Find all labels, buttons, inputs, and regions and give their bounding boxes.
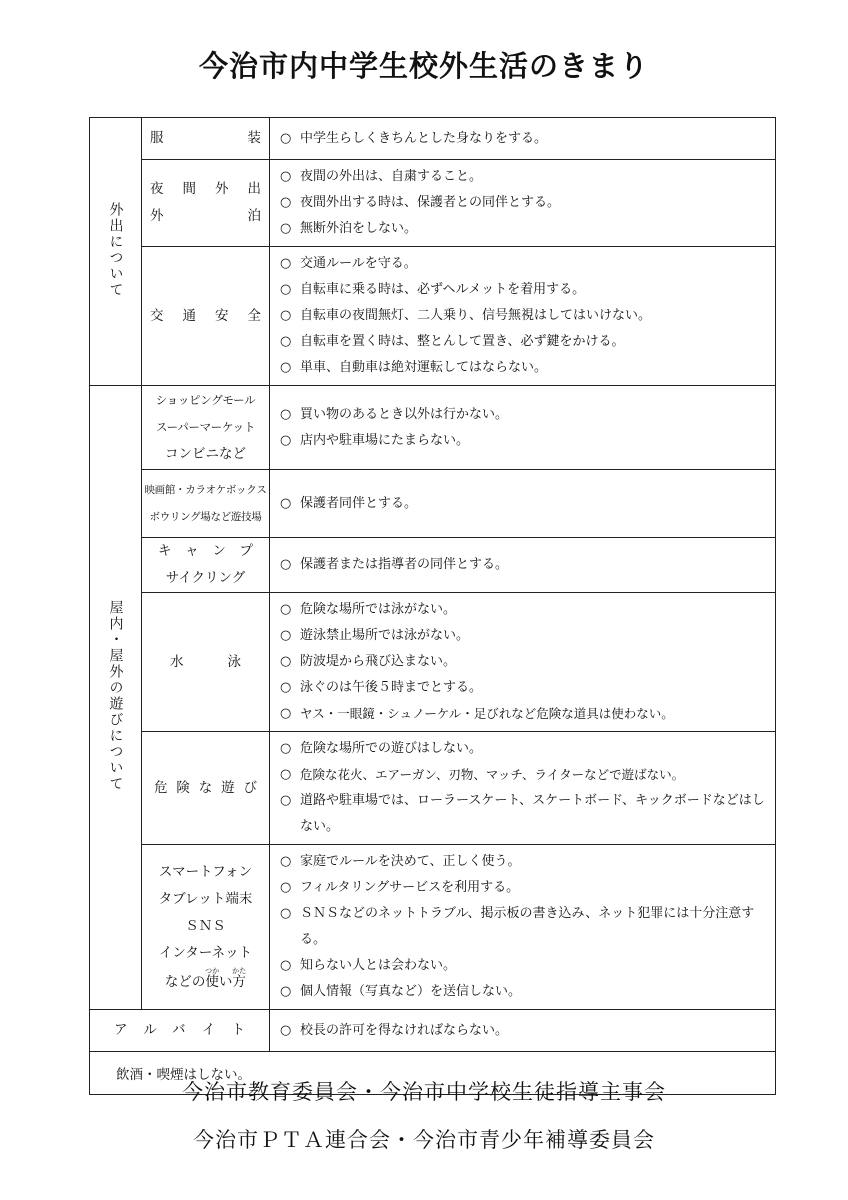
row-items — [270, 732, 776, 845]
list-item: ○ 泳ぐのは午後５時までとする。 — [280, 680, 483, 695]
row-items — [270, 593, 776, 732]
row-items — [270, 160, 776, 247]
list-item: ○ 保護者または指導者の同伴とする。 — [280, 557, 509, 572]
list-item: ○ 個人情報（写真など）を送信しない。 — [280, 984, 522, 999]
list-item: ○ 危険な場所での遊びはしない。 — [280, 741, 483, 756]
section-label: 外出について — [107, 201, 124, 298]
page-title: 今治市内中学生校外生活のきまり — [198, 49, 649, 83]
usage-label: などの使つかい方かた — [164, 966, 247, 990]
row-items — [270, 247, 776, 386]
list-item: ○ 夜間外出する時は、保護者との同伴とする。 — [280, 195, 561, 210]
list-item: ○ 店内や駐車場にたまらない。 — [280, 432, 470, 448]
row-label: 服 装 — [142, 118, 270, 160]
row-items — [270, 845, 776, 1010]
table-row — [90, 160, 776, 247]
list-item: ○ 知らない人とは会わない。 — [280, 958, 457, 973]
row-label: 映画館・カラオケボックス ボウリング場など遊技場 — [142, 470, 270, 538]
row-items — [270, 118, 776, 160]
list-item: ○ 校長の許可を得なければならない。 — [280, 1022, 509, 1038]
table-row — [90, 593, 776, 732]
section-play — [90, 386, 142, 1010]
section-label: 屋内・屋外の遊びについて — [107, 599, 124, 792]
list-item: ○ 防波堤から飛び込まない。 — [280, 654, 457, 669]
table-row — [90, 118, 776, 160]
list-item: ○ フィルタリングサービスを利用する。 — [280, 880, 520, 895]
row-items — [270, 538, 776, 593]
list-item: ○ 単車、自動車は絶対運転してはならない。 — [280, 360, 548, 375]
table-row — [90, 732, 776, 845]
row-items — [270, 1010, 776, 1052]
row-items — [270, 470, 776, 538]
list-item: ○ 自転車の夜間無灯、二人乗り、信号無視はしてはいけない。 — [280, 308, 652, 323]
footer-organizers-1: 今治市教育委員会・今治市中学校生徒指導主事会 — [182, 1080, 666, 1104]
row-label: 交通安全 — [142, 247, 270, 386]
list-item: ○ 無断外泊をしない。 — [280, 221, 418, 236]
table-row — [90, 538, 776, 593]
row-label: 水 泳 — [142, 593, 270, 732]
section-outing — [90, 118, 142, 386]
list-item: ○ 交通ルールを守る。 — [280, 256, 417, 271]
row-items — [270, 386, 776, 470]
row-label: アルバイト — [90, 1010, 270, 1052]
list-item: ○ 道路や駐車場では、ローラースケート、スケートボード、キックボードなどはしない。 — [280, 793, 765, 834]
footer-organizers-2: 今治市ＰＴＡ連合会・今治市青少年補導委員会 — [193, 1128, 655, 1152]
row-label: 危険な遊び — [142, 732, 270, 845]
list-item: ○ ヤス・一眼鏡・シュノーケル・足びれなど危険な道具は使わない。 — [280, 706, 674, 721]
list-item: ○ 自転車を置く時は、整とんして置き、必ず鍵をかける。 — [280, 334, 625, 349]
rules-table — [89, 117, 776, 1095]
list-item: ○ ＳＮＳなどのネットトラブル、掲示板の書き込み、ネット犯罪には十分注意する。 — [280, 906, 755, 947]
table-row — [90, 845, 776, 1010]
list-item: ○ 中学生らしくきちんとした身なりをする。 — [280, 130, 548, 146]
row-label: 夜間外出 外 泊 — [142, 160, 270, 247]
list-item: ○ 危険な場所では泳がない。 — [280, 602, 457, 617]
table-row — [90, 1010, 776, 1052]
list-item: ○ 家庭でルールを決めて、正しく使う。 — [280, 854, 521, 869]
row-label: スマートフォン タブレット端末 ＳＮＳ インターネット などの使つかい方かた — [142, 845, 270, 1010]
list-item: ○ 自転車に乗る時は、必ずヘルメットを着用する。 — [280, 282, 586, 297]
list-item: ○ 遊泳禁止場所では泳がない。 — [280, 628, 470, 643]
row-label: ショッピングモール スーパーマーケット コンビニなど — [142, 386, 270, 470]
list-item: ○ 危険な花火、エアーガン、刃物、マッチ、ライターなどで遊ばない。 — [280, 767, 685, 782]
table-row — [90, 470, 776, 538]
table-row — [90, 247, 776, 386]
table-row — [90, 386, 776, 470]
list-item: ○ 買い物のあるとき以外は行かない。 — [280, 406, 509, 422]
list-item: ○ 夜間の外出は、自粛すること。 — [280, 169, 483, 184]
row-label: キャンプ サイクリング — [142, 538, 270, 593]
list-item: ○ 保護者同伴とする。 — [280, 495, 418, 511]
drinking-smoking-rule: 飲酒・喫煙はしない。 — [90, 1052, 776, 1095]
